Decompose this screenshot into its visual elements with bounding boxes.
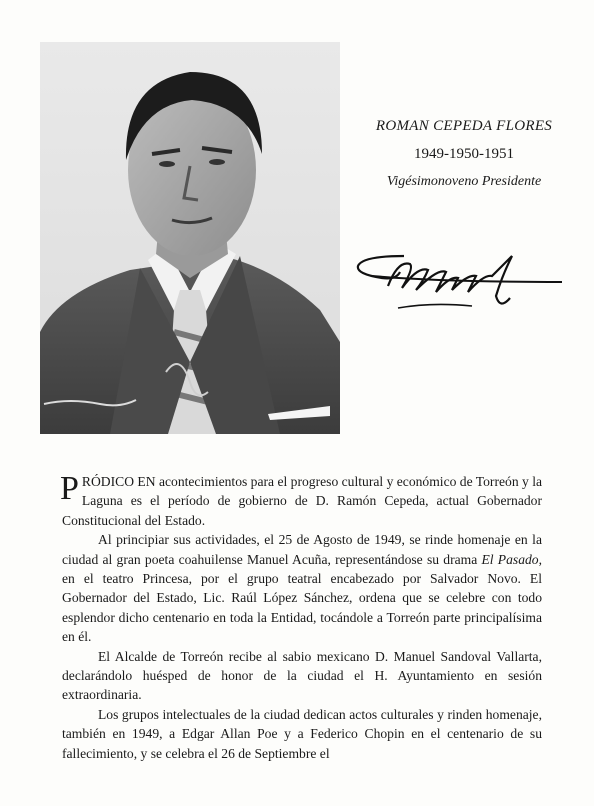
article-body (62, 472, 542, 763)
drop-cap: P (60, 470, 79, 507)
paragraph-4: Los grupos intelectuales de la ciudad dedican actos culturales y rinden homenaje, también en 1949, a Edgar Allan Poe y a Federico Chopin en el centenario de su fallecimiento, y se celebra el 26 de Septiembre el (62, 706, 542, 761)
term-years: 1949-1950-1951 (414, 146, 514, 162)
paragraph-2-text-a: Al principiar sus actividades, el 25 de Agosto de 1949, se rinde homenaje en la ciudad al gran poeta coahuilense Manuel Acuña, representándose su drama (62, 532, 542, 567)
paragraph-1-text: acontecimientos para el progreso cultural y económico de Torreón y la Laguna es el período de gobierno de D. Ramón Cepeda, actual Gobernador Constitucional del Estado. (62, 474, 543, 528)
paragraph-1 (62, 472, 542, 530)
portrait-photo (40, 42, 340, 434)
handwritten-signature (352, 246, 568, 323)
drama-title: El Pasado (481, 551, 539, 567)
person-name: ROMAN CEPEDA FLORES (375, 118, 553, 134)
paragraph-3: El Alcalde de Torreón recibe al sabio mexicano D. Manuel Sandoval Vallarta, declarándolo huésped de honor de la ciudad el H. Ayuntamiento en sesión extraordinaria. (62, 648, 542, 703)
portrait-caption (346, 112, 582, 196)
paragraph-2 (62, 530, 542, 646)
lead-words: RÓDICO EN (81, 474, 156, 489)
paragraph-2-text-b: , en el teatro Princesa, por el grupo teatral encabezado por Salvador Novo. El Gobernador del Estado, Lic. Raúl López Sánchez, ordena que se celebre con todo esplendor dicho centenario en toda la Entidad, tocándole a Torreón parte principalísima en él. (62, 551, 542, 645)
presidency-title: Vigésimonoveno Presidente (386, 174, 542, 189)
